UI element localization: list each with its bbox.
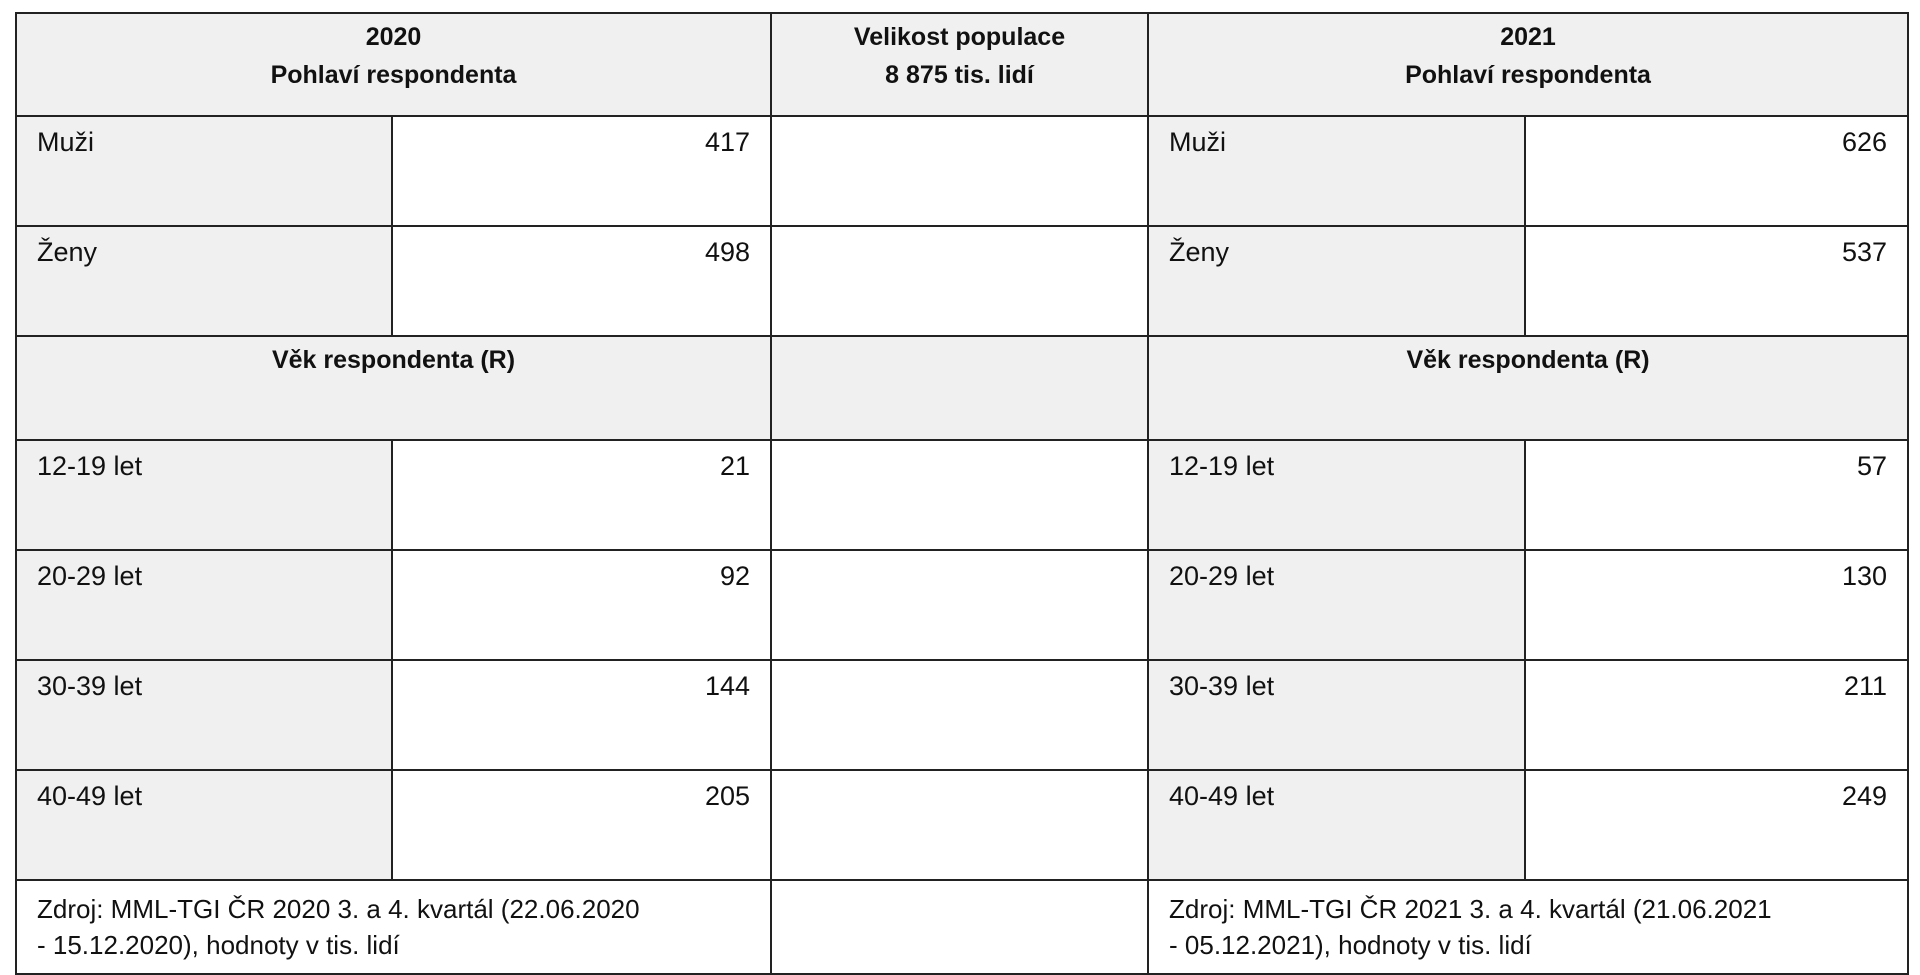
source-row — [16, 880, 1908, 974]
age-header-2021: Věk respondenta (R) — [1148, 336, 1908, 440]
women-value-2020: 498 — [392, 226, 771, 336]
empty-cell — [771, 880, 1148, 974]
sex-header-2020: Pohlaví respondenta — [270, 61, 517, 89]
table-row-age — [16, 770, 1908, 880]
age-label-2020: 12-19 let — [16, 440, 392, 550]
age-value-2021: 211 — [1525, 660, 1908, 770]
men-label-2020: Muži — [16, 116, 392, 226]
age-label-2020: 40-49 let — [16, 770, 392, 880]
age-label-2021: 30-39 let — [1148, 660, 1525, 770]
source-line: - 15.12.2020), hodnoty v tis. lidí — [37, 930, 400, 960]
source-line: Zdroj: MML-TGI ČR 2021 3. a 4. kvartál (21.06.2021 — [1169, 894, 1772, 924]
men-value-2020: 417 — [392, 116, 771, 226]
table-row-age — [16, 440, 1908, 550]
age-value-2020: 21 — [392, 440, 771, 550]
age-label-2021: 40-49 let — [1148, 770, 1525, 880]
age-label-2021: 12-19 let — [1148, 440, 1525, 550]
header-2020 — [16, 13, 771, 116]
age-value-2021: 57 — [1525, 440, 1908, 550]
source-line: - 05.12.2021), hodnoty v tis. lidí — [1169, 930, 1532, 960]
age-label-2021: 20-29 let — [1148, 550, 1525, 660]
women-label-2021: Ženy — [1148, 226, 1525, 336]
age-value-2020: 144 — [392, 660, 771, 770]
empty-cell — [771, 440, 1148, 550]
header-2021 — [1148, 13, 1908, 116]
age-header-row — [16, 336, 1908, 440]
age-value-2021: 249 — [1525, 770, 1908, 880]
empty-cell — [771, 660, 1148, 770]
empty-cell — [771, 550, 1148, 660]
population-title: Velikost populace — [853, 23, 1066, 51]
table-row-age — [16, 550, 1908, 660]
header-row — [16, 13, 1908, 116]
year-2021: 2021 — [1500, 23, 1556, 51]
age-value-2021: 130 — [1525, 550, 1908, 660]
year-2020: 2020 — [365, 23, 422, 51]
source-note-2020 — [16, 880, 771, 974]
women-label-2020: Ženy — [16, 226, 392, 336]
age-label-2020: 30-39 let — [16, 660, 392, 770]
source-note-2021 — [1148, 880, 1908, 974]
age-value-2020: 92 — [392, 550, 771, 660]
men-label-2021: Muži — [1148, 116, 1525, 226]
table-row-women — [16, 226, 1908, 336]
population-value: 8 875 tis. lidí — [885, 61, 1034, 89]
age-value-2020: 205 — [392, 770, 771, 880]
table-row-men — [16, 116, 1908, 226]
source-line: Zdroj: MML-TGI ČR 2020 3. a 4. kvartál (22.06.2020 — [37, 894, 640, 924]
age-header-2020: Věk respondenta (R) — [16, 336, 771, 440]
respondent-table — [15, 12, 1909, 975]
empty-cell — [771, 116, 1148, 226]
sex-header-2021: Pohlaví respondenta — [1405, 61, 1651, 89]
women-value-2021: 537 — [1525, 226, 1908, 336]
empty-cell — [771, 226, 1148, 336]
empty-cell — [771, 770, 1148, 880]
age-label-2020: 20-29 let — [16, 550, 392, 660]
header-population — [771, 13, 1148, 116]
empty-cell — [771, 336, 1148, 440]
men-value-2021: 626 — [1525, 116, 1908, 226]
table-row-age — [16, 660, 1908, 770]
